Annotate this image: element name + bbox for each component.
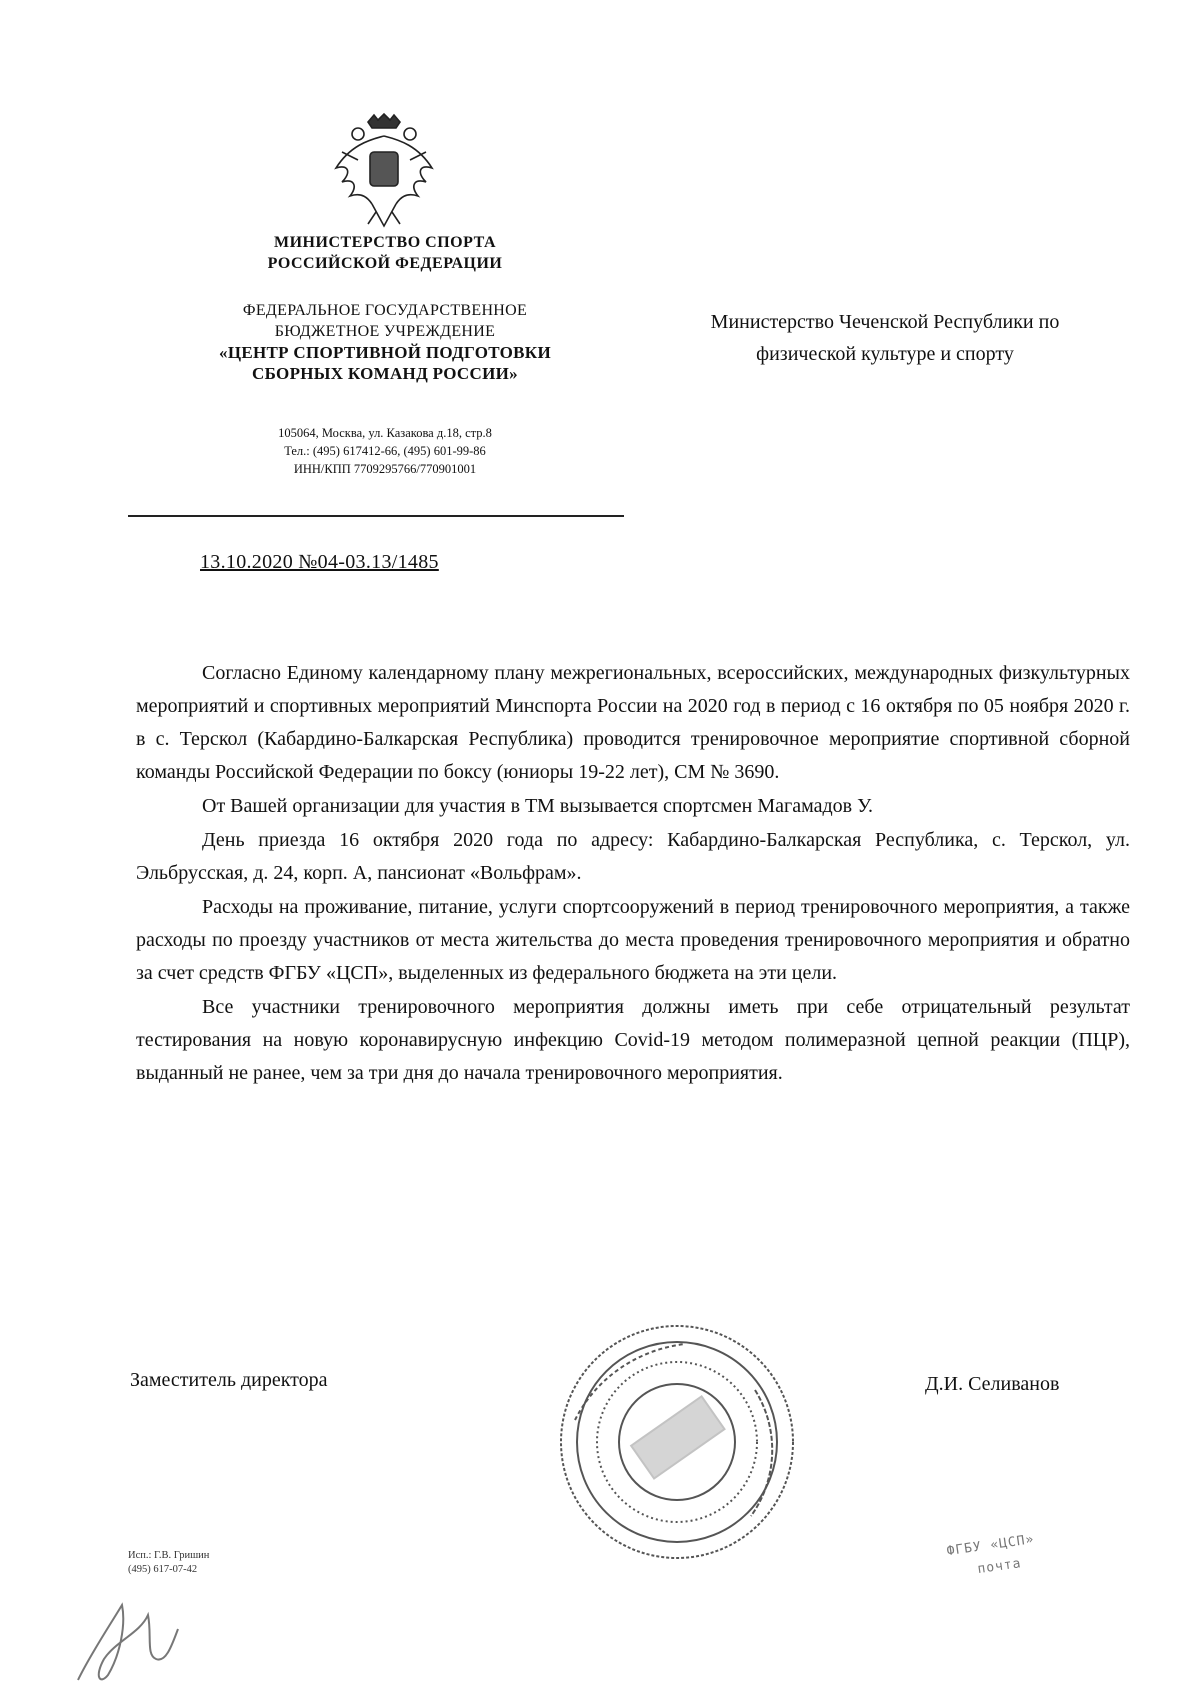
address: 105064, Москва, ул. Казакова д.18, стр.8 — [278, 426, 492, 440]
official-seal-icon — [555, 1320, 800, 1565]
executor-name: Исп.: Г.В. Гришин — [128, 1550, 210, 1561]
paragraph-5: Все участники тренировочного мероприятия должны иметь при себе отрицательный результат тестирования на новую коронавирусную инфекцию Covid-19 методом полимеразной цепной реакции (ПЦР), выданный не ранее, чем за три дня до начала тренировочного мероприятия. — [136, 996, 1130, 1084]
phone: Тел.: (495) 617412-66, (495) 601-99-86 — [284, 444, 486, 458]
org-line-3: «ЦЕНТР СПОРТИВНОЙ ПОДГОТОВКИ — [219, 343, 551, 362]
handwritten-initials-icon — [70, 1585, 185, 1690]
signer-name: Д.И. Селиванов — [925, 1373, 1060, 1395]
executor-phone: (495) 617-07-42 — [128, 1564, 198, 1575]
paragraph-2: От Вашей организации для участия в ТМ вызывается спортсмен Магамадов У. — [202, 795, 874, 817]
letter-body — [136, 657, 1130, 1091]
office-stamp-line-2: почта — [976, 1556, 1023, 1578]
addressee-line-1: Министерство Чеченской Республики по — [710, 311, 1060, 333]
addressee — [635, 306, 1135, 370]
paragraph-1: Согласно Единому календарному плану межрегиональных, всероссийских, международных физкультурных мероприятий и спортивных мероприятий Минспорта России на 2020 год в период с 16 октября по 05 ноября 2020 г. в с. Терскол (Кабардино-Балкарская Республика) проводится тренировочное мероприятие спортивной сборной команды Российской Федерации по боксу (юниоры 19-22 лет), СМ № 3690. — [136, 662, 1130, 783]
org-line-1: ФЕДЕРАЛЬНОЕ ГОСУДАРСТВЕННОЕ — [242, 302, 528, 319]
office-stamp — [945, 1529, 1039, 1585]
inn-kpp: ИНН/КПП 7709295766/770901001 — [293, 462, 477, 476]
executor-info — [128, 1549, 209, 1577]
paragraph-3: День приезда 16 октября 2020 года по адресу: Кабардино-Балкарская Республика, с. Терскол, ул. Эльбрусская, д. 24, корп. А, пансионат «Вольфрам». — [136, 829, 1130, 884]
office-stamp-line-1: ФГБУ «ЦСП» — [945, 1532, 1036, 1560]
ministry-line-2: РОССИЙСКОЙ ФЕДЕРАЦИИ — [267, 255, 503, 272]
signer-title: Заместитель директора — [130, 1369, 328, 1391]
ministry-line-1: МИНИСТЕРСТВО СПОРТА — [274, 234, 496, 251]
registration-number: 13.10.2020 №04-03.13/1485 — [200, 551, 439, 573]
addressee-line-2: физической культуре и спорту — [756, 343, 1014, 365]
double-headed-eagle-icon — [328, 112, 440, 230]
ministry-name — [160, 232, 610, 274]
org-line-2: БЮДЖЕТНОЕ УЧРЕЖДЕНИЕ — [274, 323, 496, 340]
org-line-4: СБОРНЫХ КОМАНД РОССИИ» — [252, 364, 518, 383]
organization-name — [160, 300, 610, 384]
paragraph-4: Расходы на проживание, питание, услуги спортсооружений в период тренировочного мероприятия, а также расходы по проезду участников от места жительства до места проведения тренировочного мероприятия и обратно за счет средств ФГБУ «ЦСП», выделенных из федерального бюджета на эти цели. — [136, 896, 1130, 984]
contacts-block — [160, 424, 610, 478]
letterhead-divider — [128, 515, 624, 517]
